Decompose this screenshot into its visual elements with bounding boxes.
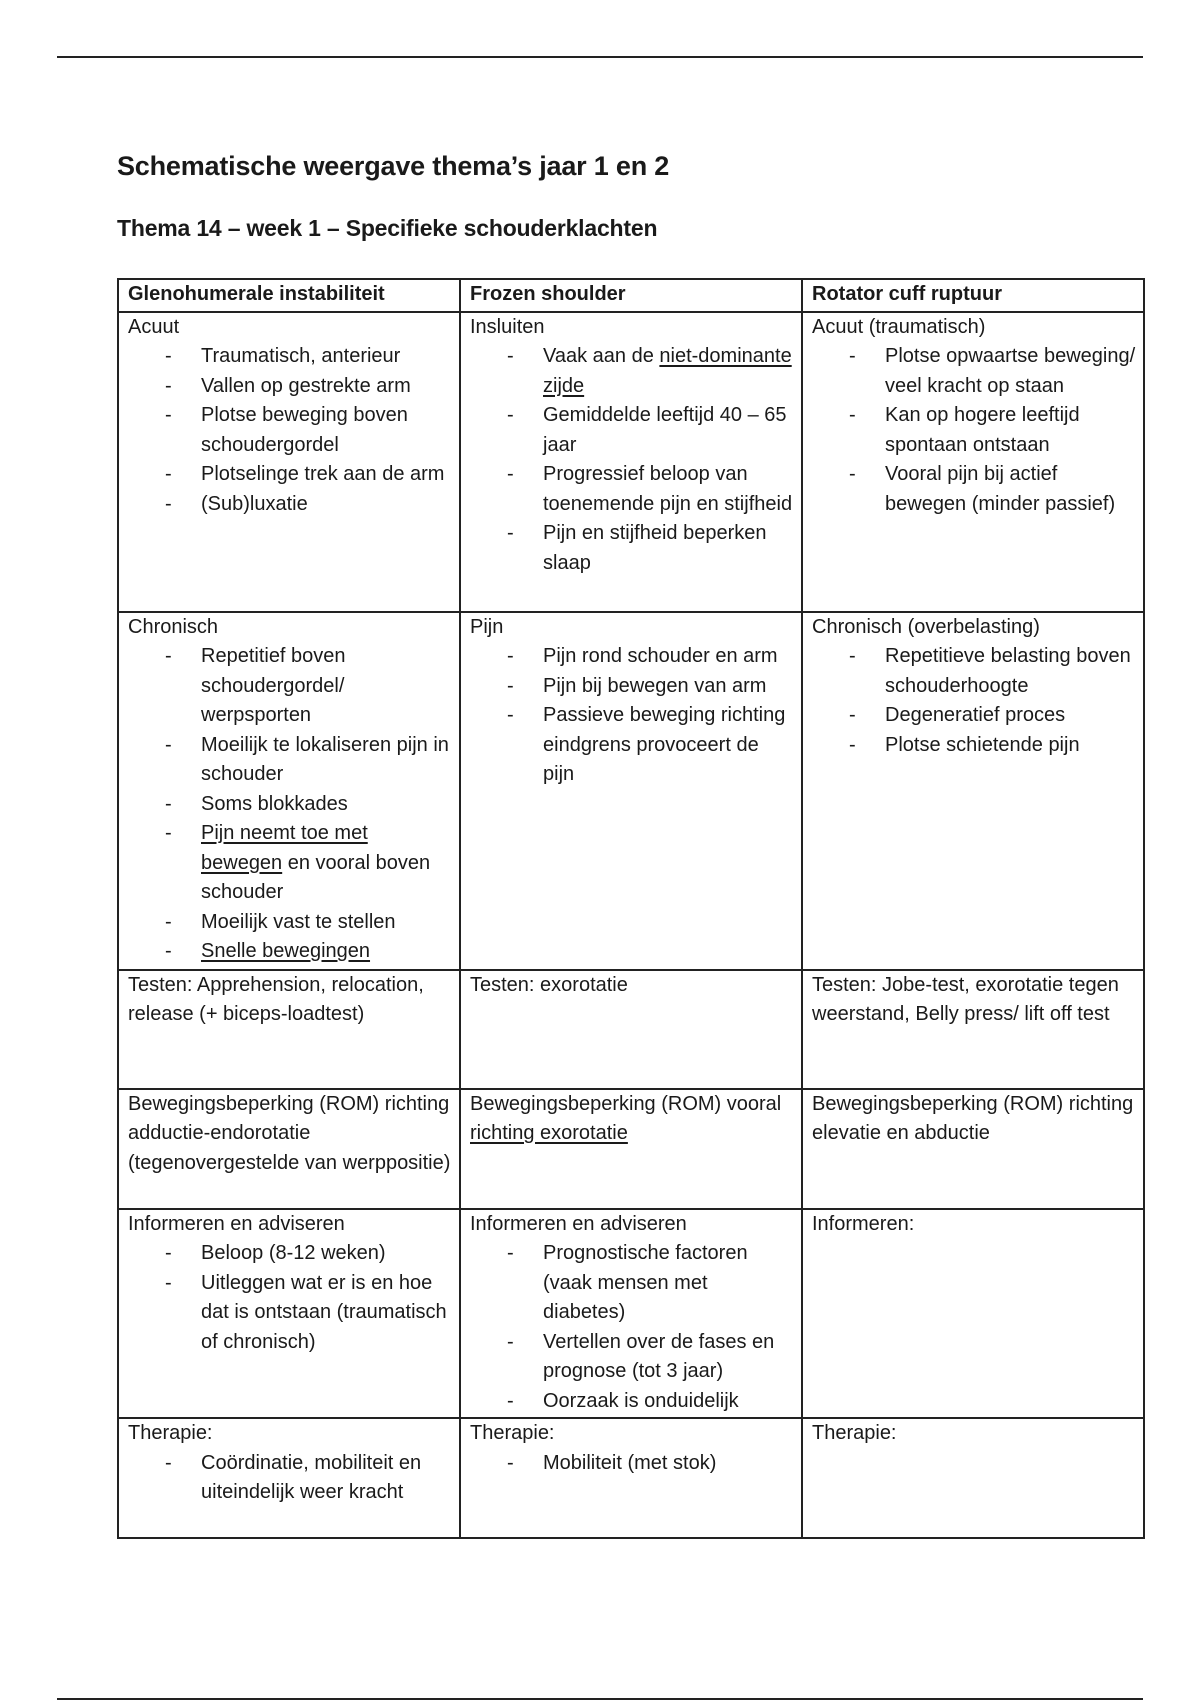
list-item: - Degeneratief proces: [812, 701, 1137, 731]
bullet-list: [812, 342, 1137, 519]
cell-heading: Therapie:: [128, 1422, 213, 1444]
list-item: - Moeilijk te lokaliseren pijn in schouder: [128, 731, 453, 790]
table-cell: Testen: exorotatie: [460, 970, 802, 1089]
list-item: - Vooral pijn bij actief bewegen (minder passief): [812, 460, 1137, 519]
underlined-text: richting exorotatie: [470, 1122, 628, 1144]
list-item: - Soms blokkades: [128, 790, 453, 820]
list-item: - Plotse opwaartse beweging/ veel kracht op staan: [812, 342, 1137, 401]
table-cell: Testen: Apprehension, relocation, release (+ biceps-loadtest): [118, 970, 460, 1089]
list-item: [128, 937, 453, 967]
cell-heading: Therapie:: [470, 1422, 555, 1444]
table-cell: Testen: Jobe-test, exorotatie tegen weerstand, Belly press/ lift off test: [802, 970, 1144, 1089]
bullet-list: [470, 642, 795, 790]
list-item: - (Sub)luxatie: [128, 490, 453, 520]
list-item: - Pijn neemt toe met bewegen en vooral boven schouder: [128, 819, 453, 908]
list-item: - Mobiliteit (met stok): [470, 1449, 795, 1479]
cell-heading: Chronisch: [128, 615, 219, 638]
table-cell: [460, 612, 802, 970]
list-item: - Plotse schietende pijn: [812, 731, 1137, 761]
cell-heading: Informeren en adviseren: [128, 1212, 345, 1235]
cell-heading: Chronisch (overbelasting): [812, 615, 1040, 638]
table-row-chronic: [118, 612, 1144, 970]
table-cell: [118, 312, 460, 612]
list-item: - Pijn en stijfheid beperken slaap: [470, 519, 795, 578]
table-row-tests: [118, 970, 1144, 1089]
cell-heading: Insluiten: [470, 315, 545, 338]
column-header: Frozen shoulder: [460, 279, 802, 312]
list-item: - Repetitieve belasting boven schouderhoogte: [812, 642, 1137, 701]
list-item: - Plotselinge trek aan de arm: [128, 460, 453, 490]
table-cell: [802, 312, 1144, 612]
table-cell: Bewegingsbeperking (ROM) vooral richting exorotatie: [460, 1089, 802, 1209]
bullet-list: [128, 1239, 453, 1357]
column-header: Glenohumerale instabiliteit: [118, 279, 460, 312]
list-item: - Vaak aan de niet-dominante zijde: [470, 342, 795, 401]
list-item: - Repetitief boven schoudergordel/ werpsporten: [128, 642, 453, 731]
table-cell: [460, 1209, 802, 1419]
list-item: - Gemiddelde leeftijd 40 – 65 jaar: [470, 401, 795, 460]
table-row-onset: [118, 312, 1144, 612]
underlined-text: Pijn neemt toe met bewegen: [201, 822, 368, 874]
underlined-text: niet-dominante zijde: [543, 345, 792, 397]
bullet-list: [470, 1449, 795, 1479]
list-item: - Uitleggen wat er is en hoe dat is ontstaan (traumatisch of chronisch): [128, 1269, 453, 1358]
table-row-rom: [118, 1089, 1144, 1209]
cell-heading: Acuut (traumatisch): [812, 315, 986, 338]
list-item: - Traumatisch, anterieur: [128, 342, 453, 372]
table-cell: [460, 312, 802, 612]
cell-heading: Informeren:: [812, 1212, 915, 1235]
bullet-list: [128, 642, 453, 967]
table-cell: [802, 1209, 1144, 1419]
table-cell: Bewegingsbeperking (ROM) richting adductie-endorotatie (tegenovergestelde van werppositie): [118, 1089, 460, 1209]
list-item: - Passieve beweging richting eindgrens provoceert de pijn: [470, 701, 795, 790]
list-item: - Vertellen over de fases en prognose (tot 3 jaar): [470, 1328, 795, 1387]
comparison-table: [117, 278, 1145, 1539]
bullet-list: [812, 642, 1137, 760]
section-title: Thema 14 – week 1 – Specifieke schouderklachten: [117, 215, 658, 241]
table-row-therapy: [118, 1418, 1144, 1538]
cell-heading: Therapie:: [812, 1422, 897, 1444]
cell-heading: Acuut: [128, 315, 180, 338]
table-cell: [118, 612, 460, 970]
cell-heading: Pijn: [470, 615, 504, 638]
header-rule: [57, 56, 1143, 58]
underlined-text: Snelle bewegingen: [201, 940, 371, 962]
list-item: - Pijn bij bewegen van arm: [470, 672, 795, 702]
table-row-inform: [118, 1209, 1144, 1419]
list-item: - Moeilijk vast te stellen: [128, 908, 453, 938]
list-item: - Progressief beloop van toenemende pijn en stijfheid: [470, 460, 795, 519]
bullet-list: [470, 342, 795, 578]
cell-heading: Informeren en adviseren: [470, 1212, 687, 1235]
page-title: Schematische weergave thema’s jaar 1 en 2: [117, 151, 670, 181]
document-header: [117, 148, 1117, 244]
list-item: - Beloop (8-12 weken): [128, 1239, 453, 1269]
list-item: - Coördinatie, mobiliteit en uiteindelijk weer kracht: [128, 1449, 453, 1508]
list-item: - Kan op hogere leeftijd spontaan ontstaan: [812, 401, 1137, 460]
bullet-list: [128, 342, 453, 519]
table-cell: [460, 1418, 802, 1538]
table-header-row: [118, 279, 1144, 312]
list-item: - Prognostische factoren (vaak mensen met diabetes): [470, 1239, 795, 1328]
list-item: - Vallen op gestrekte arm: [128, 372, 453, 402]
list-item: - Pijn rond schouder en arm: [470, 642, 795, 672]
table-cell: [118, 1418, 460, 1538]
column-header: Rotator cuff ruptuur: [802, 279, 1144, 312]
list-item: - Oorzaak is onduidelijk: [470, 1387, 795, 1417]
bullet-list: [470, 1239, 795, 1416]
table-cell: [802, 1418, 1144, 1538]
table-cell: Bewegingsbeperking (ROM) richting elevatie en abductie: [802, 1089, 1144, 1209]
table-cell: [802, 612, 1144, 970]
bullet-list: [128, 1449, 453, 1508]
table-cell: [118, 1209, 460, 1419]
list-item: - Plotse beweging boven schoudergordel: [128, 401, 453, 460]
